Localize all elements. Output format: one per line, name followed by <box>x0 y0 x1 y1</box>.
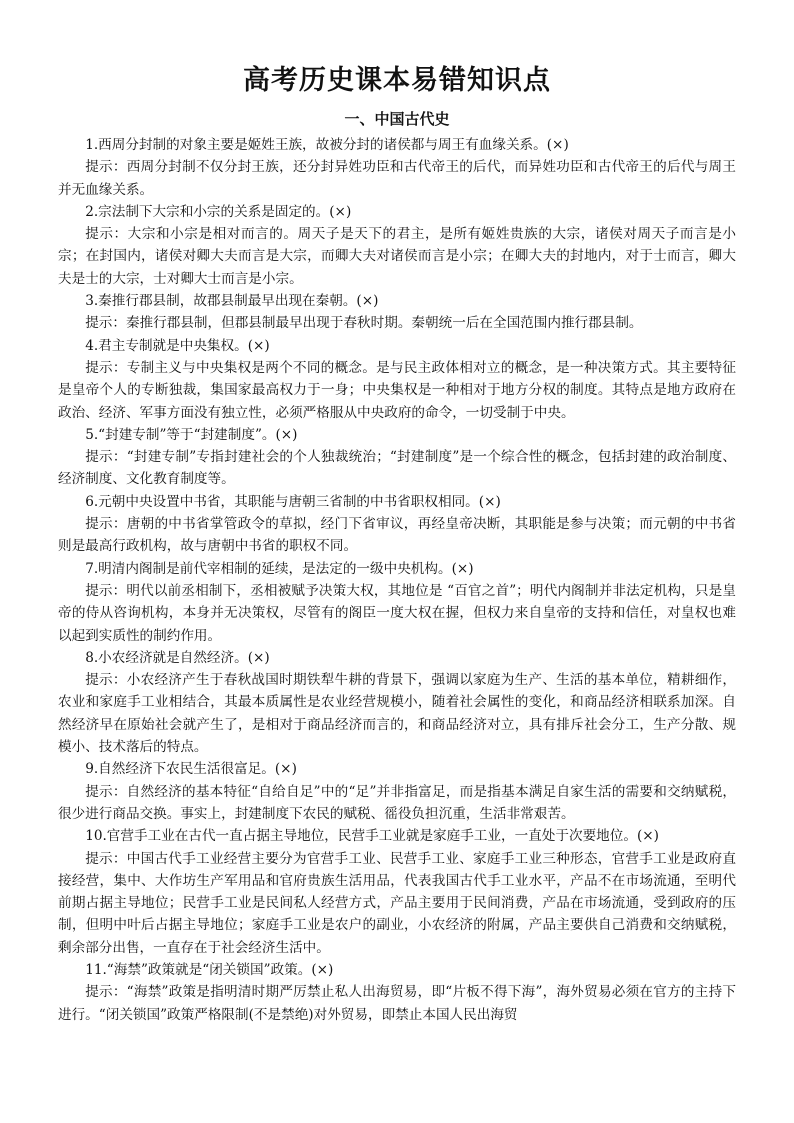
hint-8: 提示：小农经济产生于春秋战国时期铁犁牛耕的背景下，强调以家庭为生产、生活的基本单位，精耕细作，农业和家庭手工业相结合，其最本质属性是农业经营规模小，随着社会属性的变化，和商品经济相联系加深。自然经济早在原始社会就产生了，是相对于商品经济而言的，和商品经济对立，具有排斥社会分工，生产分散、规模小、技术落后的特点。 <box>58 672 736 756</box>
question-1: 1.西周分封制的对象主要是姬姓王族，故被分封的诸侯都与周王有血缘关系。(×) <box>85 137 569 153</box>
item-5 <box>58 424 736 491</box>
question-6: 6.元朝中央设置中书省，其职能与唐朝三省制的中书省职权相同。(×) <box>85 493 501 510</box>
item-10 <box>58 825 736 959</box>
hint-5: 提示：“封建专制”专指封建社会的个人独裁统治；“封建制度”是一个综合性的概念，包括封建的政治制度、经济制度、文化教育制度等。 <box>58 449 736 488</box>
question-8: 8.小农经济就是自然经济。(×) <box>85 649 270 666</box>
question-5: 5.“封建专制”等于“封建制度”。(×) <box>85 426 298 443</box>
question-10: 10.官营手工业在古代一直占据主导地位，民营手工业就是家庭手工业，一直处于次要地位。(×) <box>85 828 659 845</box>
hint-11: 提示：“海禁”政策是指明清时期严厉禁止私人出海贸易，即“片板不得下海”，海外贸易必须在官方的主持下进行。“闭关锁国”政策严格限制(不是禁绝)对外贸易，即禁止本国人民出海贸 <box>58 984 736 1023</box>
question-3: 3.秦推行郡县制，故郡县制最早出现在秦朝。(×) <box>85 293 379 310</box>
question-4: 4.君主专制就是中央集权。(×) <box>85 337 270 354</box>
section-heading: 一、中国古代史 <box>344 110 450 128</box>
item-4 <box>58 335 736 424</box>
item-7 <box>58 558 736 647</box>
question-7: 7.明清内阁制是前代宰相制的延续，是法定的一级中央机构。(×) <box>85 560 474 577</box>
item-3 <box>58 290 736 335</box>
hint-3: 提示：秦推行郡县制，但郡县制最早出现于春秋时期。秦朝统一后在全国范围内推行郡县制。 <box>85 315 643 332</box>
item-9 <box>58 758 736 825</box>
hint-1: 提示：西周分封制不仅分封王族，还分封异姓功臣和古代帝王的后代，而异姓功臣和古代帝王的后代与周王并无血缘关系。 <box>58 159 736 198</box>
item-11 <box>58 959 736 1026</box>
page-title: 高考历史课本易错知识点 <box>243 65 551 96</box>
item-1 <box>58 134 736 201</box>
item-8 <box>58 647 736 758</box>
question-9: 9.自然经济下农民生活很富足。(×) <box>85 761 297 778</box>
question-2: 2.宗法制下大宗和小宗的关系是固定的。(×) <box>85 203 352 220</box>
question-11: 11.“海禁”政策就是“闭关锁国”政策。(×) <box>85 961 334 978</box>
hint-9: 提示：自然经济的基本特征“自给自足”中的“足”并非指富足，而是指基本满足自家生活的需要和交纳赋税，很少进行商品交换。事实上，封建制度下农民的赋税、徭役负担沉重，生活非常艰苦。 <box>58 783 736 822</box>
hint-2: 提示：大宗和小宗是相对而言的。周天子是天下的君主，是所有姬姓贵族的大宗，诸侯对周天子而言是小宗；在封国内，诸侯对卿大夫而言是大宗，而卿大夫对诸侯而言是小宗；在卿大夫的封地内，对于士而言，卿大夫是士的大宗，士对卿大士而言是小宗。 <box>58 226 736 287</box>
item-6 <box>58 491 736 558</box>
hint-7: 提示：明代以前丞相制下，丞相被赋予决策大权，其地位是 “百官之首”；明代内阁制并非法定机构，只是皇帝的侍从咨询机构，本身并无决策权，尽管有的阁臣一度大权在握，但权力来自皇帝的支持和信任，对皇权也难以起到实质性的制约作用。 <box>58 582 736 644</box>
item-2 <box>58 201 736 290</box>
hint-6: 提示：唐朝的中书省掌管政令的草拟，经门下省审议，再经皇帝决断，其职能是参与决策；而元朝的中书省则是最高行政机构，故与唐朝中书省的职权不同。 <box>58 516 736 555</box>
hint-4: 提示：专制主义与中央集权是两个不同的概念。是与民主政体相对立的概念，是一种决策方式。其主要特征是皇帝个人的专断独裁，集国家最高权力于一身；中央集权是一种相对于地方分权的制度。其特点是地方政府在政治、经济、军事方面没有独立性，必须严格服从中央政府的命令，一切受制于中央。 <box>58 359 736 421</box>
hint-10: 提示：中国古代手工业经营主要分为官营手工业、民营手工业、家庭手工业三种形态，官营手工业是政府直接经营，集中、大作坊生产军用品和官府贵族生活用品，代表我国古代手工业水平，产品不在市场流通，至明代前期占据主导地位；民营手工业是民间私人经营方式，产品主要用于民间消费，产品在市场流通，受到政府的压制，但明中叶后占据主导地位；家庭手工业是农户的副业，小农经济的附属，产品主要供自己消费和交纳赋税，剩余部分出售，一直存在于社会经济生活中。 <box>58 850 736 956</box>
